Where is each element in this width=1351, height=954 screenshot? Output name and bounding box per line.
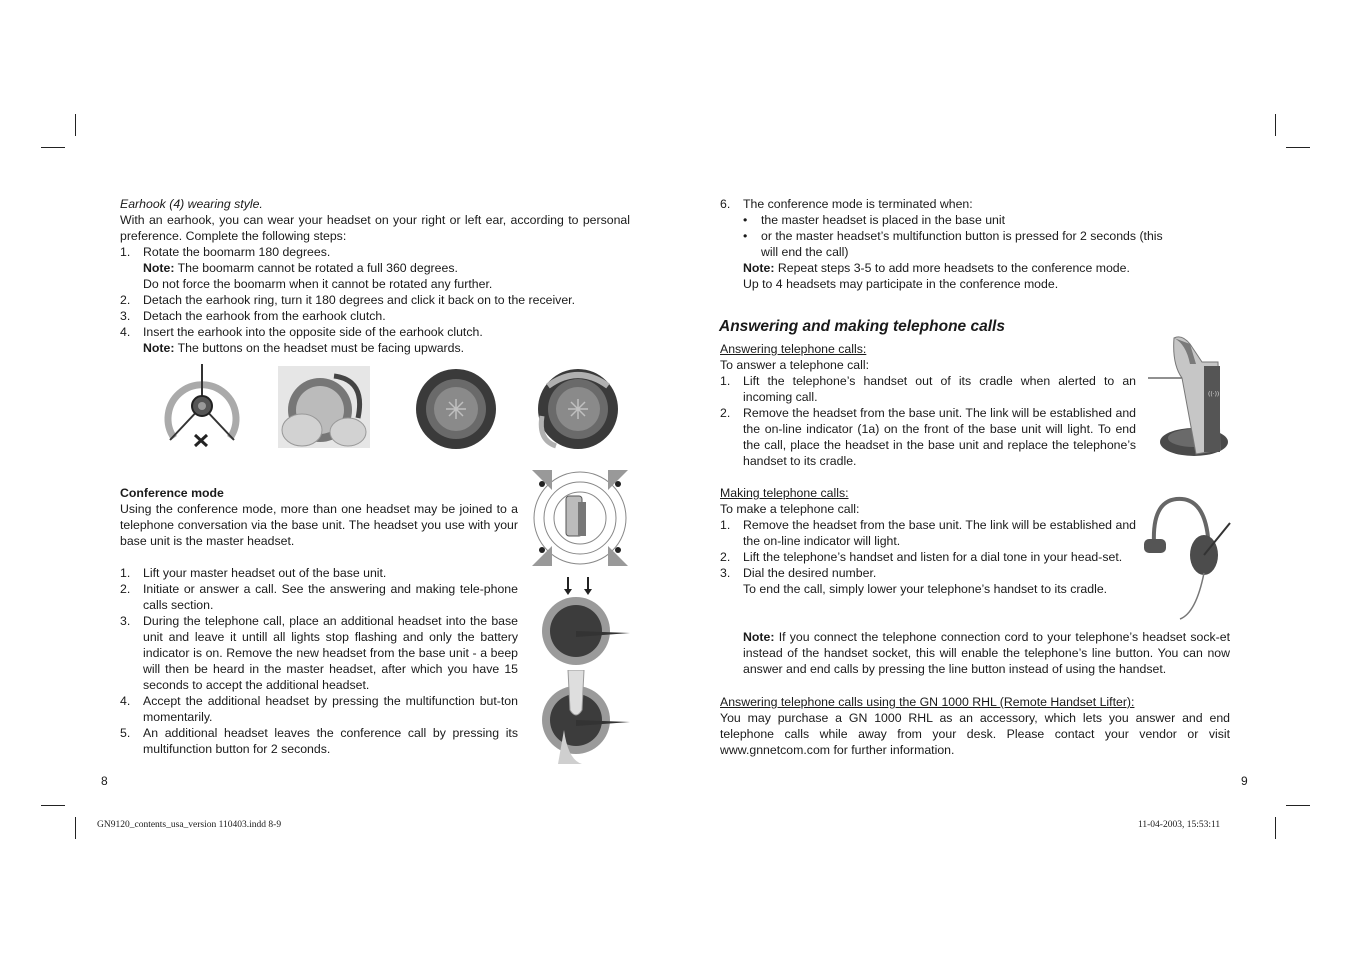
note [120, 260, 630, 276]
headset-illustration [1140, 493, 1232, 623]
note-text: The buttons on the headset must be facing upwards. [177, 341, 465, 355]
list-number: 2. [120, 582, 131, 596]
note-text: The boomarm cannot be rotated a full 360 degrees. [177, 261, 458, 275]
earhook-clutch-illustration [415, 368, 497, 450]
list-item [720, 196, 1230, 212]
bullet-icon: • [743, 213, 748, 227]
headset-press-illustration [538, 575, 632, 667]
making-section [720, 485, 1136, 597]
list-item [720, 405, 1136, 469]
crop-mark [1286, 805, 1310, 806]
note [120, 340, 630, 356]
note-continuation: Do not force the boomarm when it cannot be rotated any further. [143, 277, 493, 291]
list-number: 2. [720, 406, 731, 420]
list-number: 4. [120, 694, 131, 708]
note-text: Repeat steps 3-5 to add more headsets to the conference mode. [777, 261, 1130, 275]
list-text: Insert the earhook into the opposite side of the earhook clutch. [143, 325, 483, 339]
page-number-right: 9 [1241, 774, 1248, 788]
list-text: Rotate the boomarm 180 degrees. [143, 245, 331, 259]
crop-mark [41, 147, 65, 148]
list-item [120, 613, 518, 693]
list-number: 3. [720, 566, 731, 580]
earhook-intro: With an earhook, you can wear your headset on your right or left ear, according to personal preference. Complete the following steps: [120, 213, 630, 243]
list-text: Detach the earhook from the earhook clutch. [143, 309, 386, 323]
crop-mark [1286, 147, 1310, 148]
list-text: Remove the headset from the base unit. The link will be established and the on-line indicator will light. [743, 518, 1136, 548]
note-text: If you connect the telephone connection cord to your telephone’s headset sock-et instead of the handset socket, this will enable the telephone’s line button. You can now answer and end calls by pressing the line button instead of using the handset. [743, 630, 1231, 676]
list-number: 1. [120, 245, 131, 259]
boomarm-rotation-illustration [160, 360, 244, 450]
bullet-item [720, 212, 1230, 228]
bullet-text: or the master headset’s multifunction button is pressed for 2 seconds (this will end the call) [761, 229, 1163, 259]
rhl-text: You may purchase a GN 1000 RHL as an accessory, which lets you answer and end telephone calls while away from your desk. Please contact your vendor or visit www.gnnetcom.com for further information. [720, 711, 1230, 757]
list-item [120, 581, 518, 613]
page-number-left: 8 [101, 774, 108, 788]
list-item [720, 373, 1136, 405]
list-text: Lift the telephone’s handset out of its cradle when alerted to an incoming call. [743, 374, 1136, 404]
bullet-item [720, 228, 1181, 260]
list-number: 1. [720, 518, 731, 532]
making-intro: To make a telephone call: [720, 502, 860, 516]
spacer [120, 549, 518, 565]
list-text: The conference mode is terminated when: [743, 197, 973, 211]
conference-title-text: Conference mode [120, 486, 224, 500]
list-item [120, 308, 630, 324]
list-item [720, 517, 1136, 549]
list-text: Detach the earhook ring, turn it 180 degrees and click it back on to the receiver. [143, 293, 576, 307]
base-unit-illustration [1146, 334, 1232, 460]
list-number: 6. [720, 197, 731, 211]
list-text: An additional headset leaves the conference call by pressing its multifunction button for 2 seconds. [143, 726, 518, 756]
crop-mark [1275, 817, 1276, 839]
list-item [120, 725, 518, 757]
list-number: 1. [120, 566, 131, 580]
list-number: 1. [720, 374, 731, 388]
footer-timestamp: 11-04-2003, 15:53:11 [1138, 820, 1221, 830]
earhook-ring-illustration [278, 366, 370, 448]
note-label: Note: [143, 341, 175, 355]
step-continuation: To end the call, simply lower your telephone’s handset to its cradle. [743, 582, 1108, 596]
conference-end-section [720, 196, 1230, 292]
list-text: During the telephone call, place an additional headset into the base unit and leave it untill all lights stop flashing and only the battery indicator is on. Remove the new headset from the base unit - a beep will then be heard in the master headset, after which you have 15 seconds to accept the additional headset. [143, 614, 518, 692]
list-item [120, 292, 630, 308]
conference-intro: Using the conference mode, more than one headset may be joined to a telephone conversation via the base unit. The headset you use with your base unit is the master headset. [120, 502, 518, 548]
answering-section [720, 341, 1136, 469]
list-number: 3. [120, 614, 131, 628]
list-text: Dial the desired number. [743, 566, 877, 580]
making-note [743, 629, 1230, 677]
list-item [120, 693, 518, 725]
list-text: Initiate or answer a call. See the answering and making tele-phone calls section. [143, 582, 518, 612]
note-label: Note: [143, 261, 175, 275]
conference-section [120, 485, 518, 757]
multifunction-button-illustration [538, 670, 632, 764]
list-item [120, 244, 630, 260]
bullet-text: the master headset is placed in the base unit [761, 213, 1006, 227]
list-number: 5. [120, 726, 131, 740]
answering-intro: To answer a telephone call: [720, 358, 870, 372]
crop-mark [75, 817, 76, 839]
section-title: Answering and making telephone calls [719, 318, 1005, 335]
note-label: Note: [743, 261, 775, 275]
crop-mark [75, 114, 76, 136]
earhook-title: Earhook (4) wearing style. [120, 197, 263, 211]
rhl-section [720, 694, 1230, 758]
footer-filename: GN9120_contents_usa_version 110403.indd 8-9 [97, 820, 282, 830]
list-number: 2. [720, 550, 731, 564]
list-number: 4. [120, 325, 131, 339]
conference-base-illustration [530, 468, 630, 568]
note-continuation: Up to 4 headsets may participate in the conference mode. [743, 277, 1059, 291]
list-number: 2. [120, 293, 131, 307]
bullet-icon: • [743, 229, 748, 243]
conference-title [120, 485, 518, 501]
rhl-title: Answering telephone calls using the GN 1000 RHL (Remote Handset Lifter): [720, 695, 1135, 709]
note-label: Note: [743, 630, 775, 644]
list-item [120, 324, 630, 340]
list-text: Lift your master headset out of the base unit. [143, 566, 387, 580]
list-item [720, 565, 1136, 581]
list-text: Remove the headset from the base unit. The link will be established and the on-line indicator (1a) on the front of the base unit will light. To end the call, place the headset in the base unit and replace the telephone’s handset to its cradle. [743, 406, 1136, 468]
list-number: 3. [120, 309, 131, 323]
list-text: Lift the telephone’s handset and listen for a dial tone in your head-set. [743, 550, 1123, 564]
svg-text:((·)): ((·)) [1208, 391, 1220, 398]
answering-title: Answering telephone calls: [720, 342, 867, 356]
list-item [120, 565, 518, 581]
list-item [720, 549, 1136, 565]
crop-mark [1275, 114, 1276, 136]
note [720, 260, 1230, 276]
earhook-inserted-illustration [534, 366, 622, 452]
making-title: Making telephone calls: [720, 486, 849, 500]
crop-mark [41, 805, 65, 806]
list-text: Accept the additional headset by pressing the multifunction but-ton momentarily. [143, 694, 518, 724]
earhook-section [120, 196, 630, 356]
